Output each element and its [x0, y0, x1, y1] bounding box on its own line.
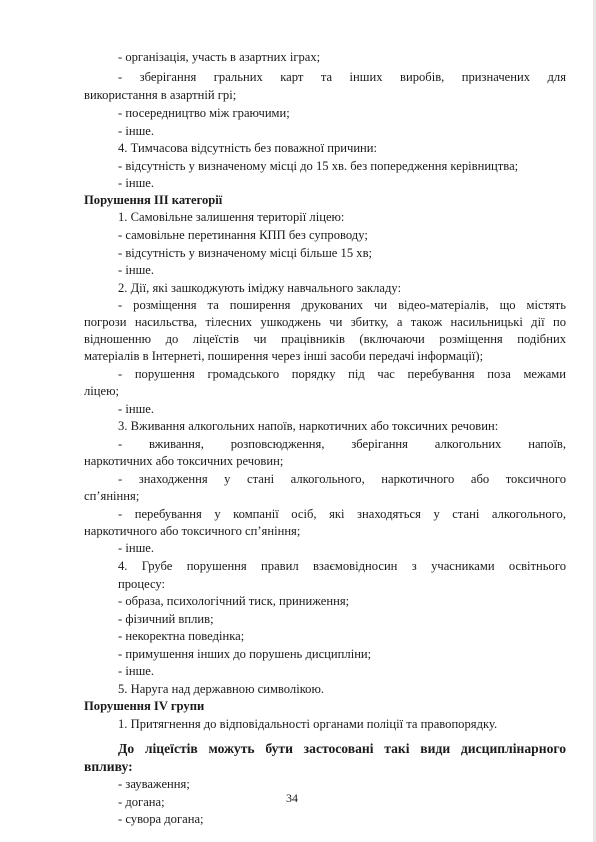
- text-line: - порушення громадського порядку під час перебування поза межами: [118, 367, 566, 381]
- text-line: - відсутність у визначеному місці до 15 хв. без попередження керівництва;: [118, 159, 519, 173]
- text-line: - інше.: [118, 263, 155, 277]
- section-heading: Порушення IV групи: [84, 699, 205, 713]
- text-line: - примушення інших до порушень дисципліни;: [118, 647, 372, 661]
- paragraph-heading: До ліцеїстів можуть бути застосовані такі види дисциплінарного: [118, 741, 566, 756]
- text-line: - організація, участь в азартних іграх;: [118, 50, 321, 64]
- text-line: наркотичного або токсичного сп’яніння;: [84, 524, 301, 538]
- page-number: 34: [286, 791, 298, 805]
- text-line: матеріалів в Інтернеті, поширення через інші засоби передачі інформації);: [84, 349, 484, 363]
- text-line: - некоректна поведінка;: [118, 629, 245, 643]
- text-line: 4. Тимчасова відсутність без поважної причини:: [118, 141, 378, 155]
- text-line: - посередництво між граючими;: [118, 106, 290, 120]
- text-line: - догана;: [118, 795, 165, 809]
- text-line: - образа, психологічний тиск, приниження;: [118, 594, 350, 608]
- text-line: сп’яніння;: [84, 489, 140, 503]
- text-line: - зберігання гральних карт та інших виробів, призначених для: [118, 70, 566, 84]
- text-line: 5. Наруга над державною символікою.: [118, 682, 325, 696]
- text-line: 3. Вживання алкогольних напоїв, наркотичних або токсичних речовин:: [118, 419, 499, 433]
- text-line: - відсутність у визначеному місці більше 15 хв;: [118, 246, 373, 260]
- text-line: - перебування у компанії осіб, які знаходяться у стані алкогольного,: [118, 507, 566, 521]
- text-line: 4. Грубе порушення правил взаємовідносин з учасниками освітнього: [118, 559, 566, 573]
- text-line: - інше.: [118, 664, 155, 678]
- text-line: погрози насильства, тілесних ушкоджень чи збитку, а також насильницькі дії по: [84, 315, 566, 329]
- text-line: - інше.: [118, 541, 155, 555]
- text-line: ліцею;: [84, 384, 120, 398]
- text-line: 1. Самовільне залишення території ліцею:: [118, 210, 345, 224]
- text-line: - інше.: [118, 402, 155, 416]
- text-line: наркотичних або токсичних речовин;: [84, 454, 284, 468]
- paragraph-heading: впливу:: [84, 759, 133, 774]
- text-line: - вживання, розповсюдження, зберігання алкогольних напоїв,: [118, 437, 566, 451]
- text-line: - інше.: [118, 176, 155, 190]
- text-line: відношенню до ліцеїстів чи працівників (включаючи розміщення подібних: [84, 332, 566, 346]
- text-line: 1. Притягнення до відповідальності органами поліції та правопорядку.: [118, 717, 498, 731]
- text-line: - сувора догана;: [118, 812, 204, 826]
- text-line: використання в азартній грі;: [84, 88, 237, 102]
- section-heading: Порушення III категорії: [84, 193, 223, 207]
- text-line: - самовільне перетинання КПП без супроводу;: [118, 228, 368, 242]
- text-line: - фізичний вплив;: [118, 612, 214, 626]
- text-line: 2. Дії, які зашкоджують іміджу навчального закладу:: [118, 281, 402, 295]
- text-line: - інше.: [118, 124, 155, 138]
- text-line: - розміщення та поширення друкованих чи відео-матеріалів, що містять: [118, 298, 566, 312]
- text-line: - знаходження у стані алкогольного, наркотичного або токсичного: [118, 472, 566, 486]
- text-line: процесу:: [118, 577, 166, 591]
- text-line: - зауваження;: [118, 777, 190, 791]
